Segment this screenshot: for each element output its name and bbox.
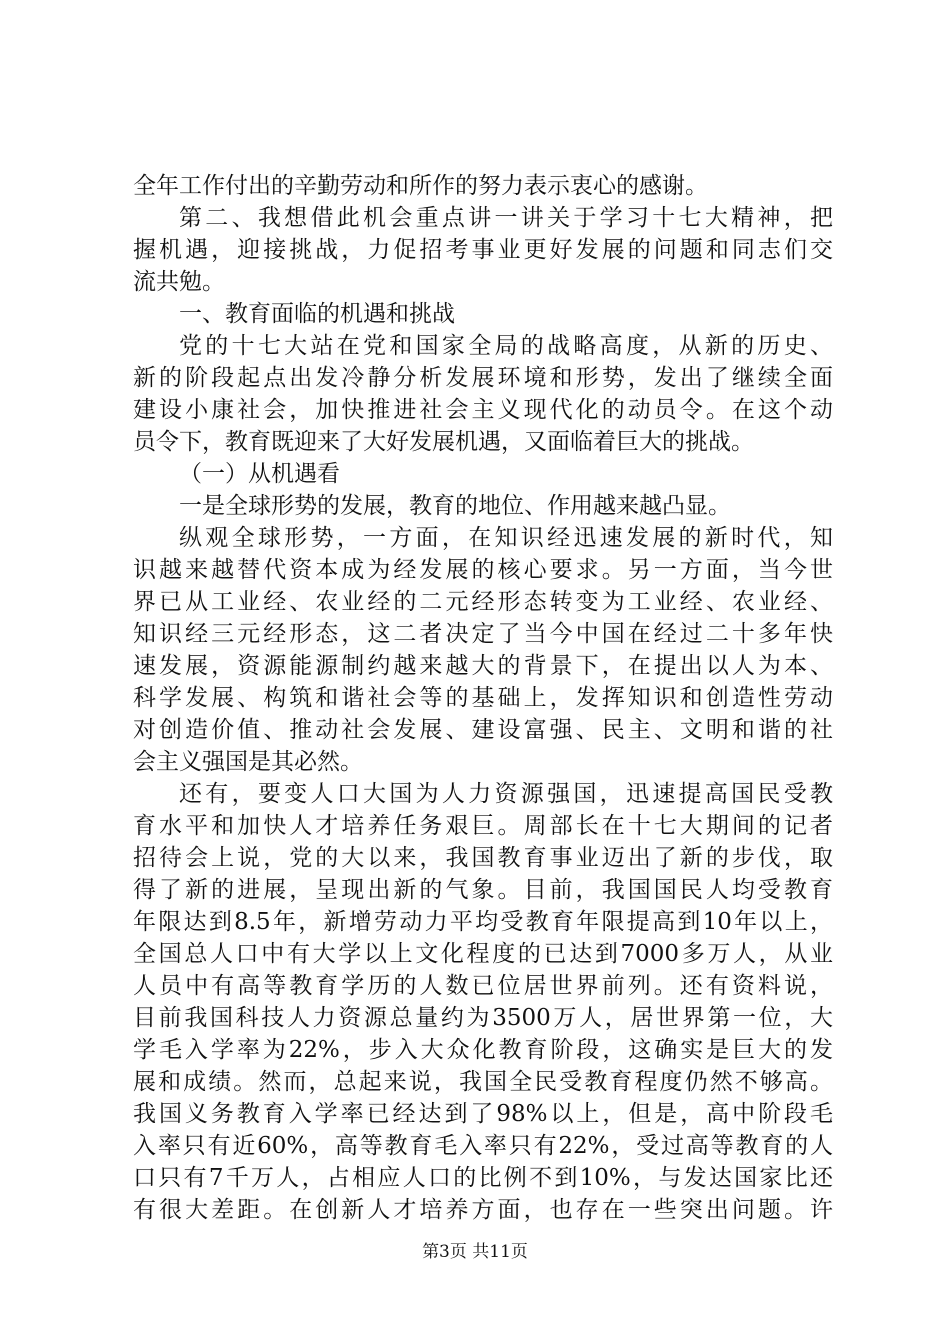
text-line: 我国义务教育入学率已经达到了98%以上，但是，高中阶段毛 [133, 1101, 833, 1127]
text-line: 识越来越替代资本成为经发展的核心要求。另一方面，当今世 [133, 557, 833, 583]
text-line: 握机遇，迎接挑战，力促招考事业更好发展的问题和同志们交 [133, 237, 833, 263]
text-line: 纵观全球形势，一方面，在知识经迅速发展的新时代，知 [179, 525, 833, 551]
text-line: 人员中有高等教育学历的人数已位居世界前列。还有资料说， [133, 973, 833, 999]
text-line: 一是全球形势的发展，教育的地位、作用越来越凸显。 [179, 493, 731, 519]
text-line: 年限达到8.5年，新增劳动力平均受教育年限提高到10年以上， [133, 909, 833, 935]
page-number: 第3页 共11页 [422, 1242, 528, 1262]
subsection-heading: （一）从机遇看 [179, 461, 340, 487]
text-line: 目前我国科技人力资源总量约为3500万人，居世界第一位，大 [133, 1005, 833, 1031]
text-line: 育水平和加快人才培养任务艰巨。周部长在十七大期间的记者 [133, 813, 833, 839]
section-heading: 一、教育面临的机遇和挑战 [179, 301, 455, 327]
text-line: 学毛入学率为22%，步入大众化教育阶段，这确实是巨大的发 [133, 1037, 833, 1063]
text-line: 建设小康社会，加快推进社会主义现代化的动员令。在这个动 [133, 397, 833, 423]
text-line: 全年工作付出的辛勤劳动和所作的努力表示衷心的感谢。 [133, 173, 708, 199]
text-line: 全国总人口中有大学以上文化程度的已达到7000多万人，从业 [133, 941, 833, 967]
text-line: 招待会上说，党的大以来，我国教育事业迈出了新的步伐，取 [133, 845, 833, 871]
text-line: 展和成绩。然而，总起来说，我国全民受教育程度仍然不够高。 [133, 1069, 833, 1095]
text-line: 知识经三元经形态，这二者决定了当今中国在经过二十多年快 [133, 621, 833, 647]
text-line: 得了新的进展，呈现出新的气象。目前，我国国民人均受教育 [133, 877, 833, 903]
text-line: 第二、我想借此机会重点讲一讲关于学习十七大精神，把 [179, 205, 833, 231]
document-body [133, 170, 833, 1226]
text-line: 员令下，教育既迎来了大好发展机遇，又面临着巨大的挑战。 [133, 429, 754, 455]
text-line: 有很大差距。在创新人才培养方面，也存在一些突出问题。许 [133, 1197, 833, 1223]
text-line: 对创造价值、推动社会发展、建设富强、民主、文明和谐的社 [133, 717, 833, 743]
text-line: 流共勉。 [133, 269, 225, 295]
text-line: 会主义强国是其必然。 [133, 749, 363, 775]
text-line: 党的十七大站在党和国家全局的战略高度，从新的历史、 [179, 333, 833, 359]
text-line: 口只有7千万人，占相应人口的比例不到10%，与发达国家比还 [133, 1165, 833, 1191]
text-line: 入率只有近60%，高等教育毛入率只有22%，受过高等教育的人 [133, 1133, 833, 1159]
text-line: 界已从工业经、农业经的二元经形态转变为工业经、农业经、 [133, 589, 833, 615]
text-line: 科学发展、构筑和谐社会等的基础上，发挥知识和创造性劳动 [133, 685, 833, 711]
text-line: 速发展，资源能源制约越来越大的背景下，在提出以人为本、 [133, 653, 833, 679]
text-line: 还有，要变人口大国为人力资源强国，迅速提高国民受教 [179, 781, 833, 807]
text-line: 新的阶段起点出发冷静分析发展环境和形势，发出了继续全面 [133, 365, 833, 391]
